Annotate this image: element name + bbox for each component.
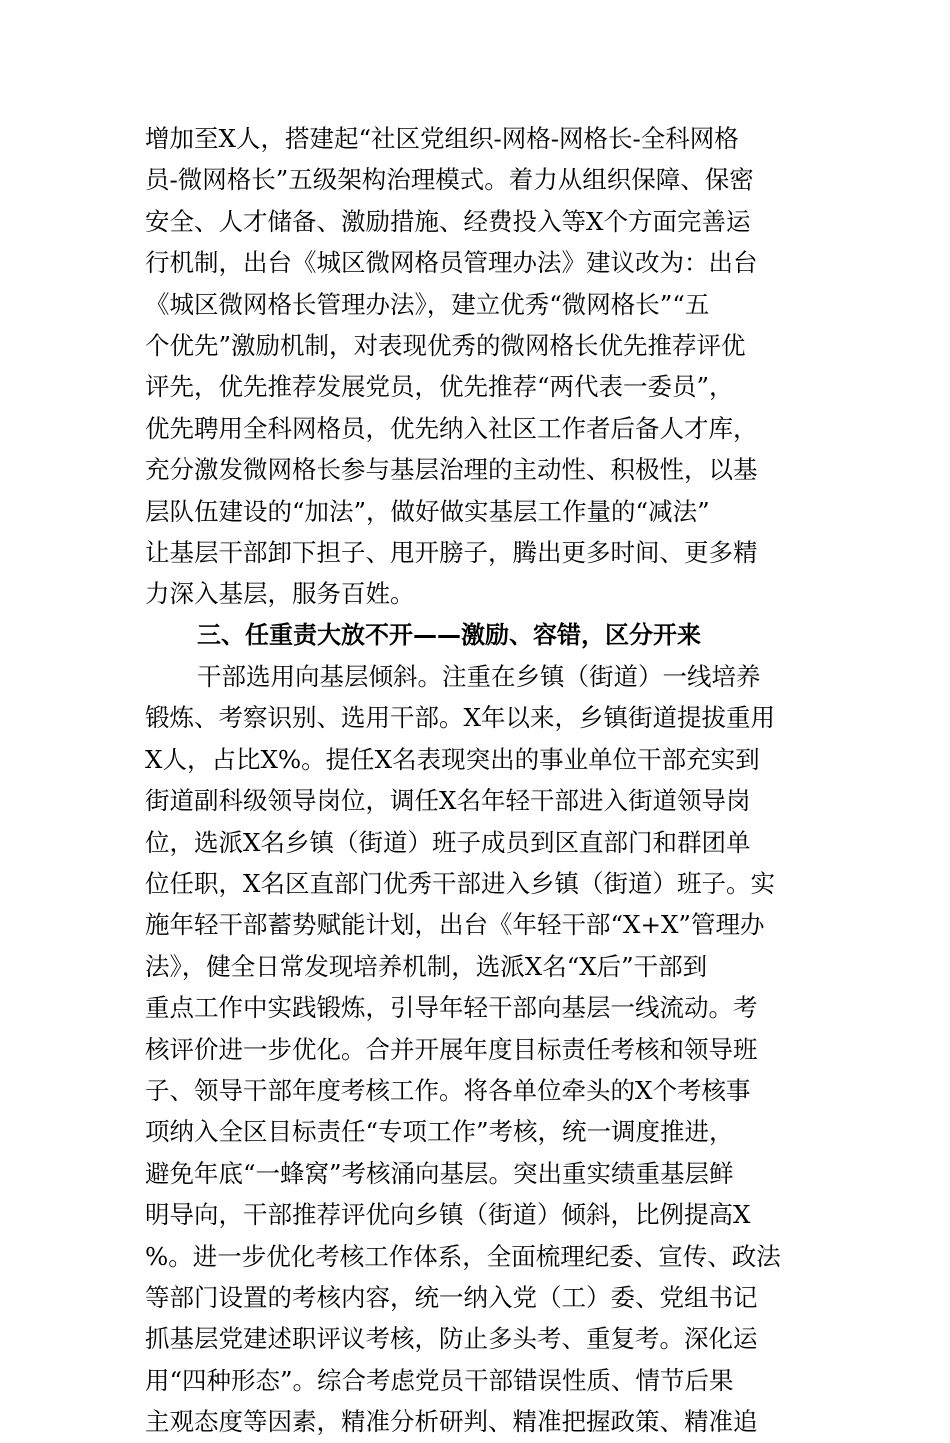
text-line: 评先，优先推荐发展党员，优先推荐“两代表一委员”，: [145, 372, 734, 402]
text-line: 个优先”激励机制，对表现优秀的微网格长优先推荐评优: [145, 330, 746, 360]
text-line: 等部门设置的考核内容，统一纳入党（工）委、党组书记: [145, 1282, 758, 1312]
text-line: X人，占比X%。提任X名表现突出的事业单位干部充实到: [145, 744, 760, 774]
text-line: 明导向，干部推荐评优向乡镇（街道）倾斜，比例提高X: [145, 1200, 751, 1230]
text-line: 让基层干部卸下担子、甩开膀子，腾出更多时间、更多精: [145, 537, 758, 567]
text-line: 充分激发微网格长参与基层治理的主动性、积极性，以基: [145, 455, 758, 485]
text-line: 项纳入全区目标责任“专项工作”考核，统一调度推进，: [145, 1117, 734, 1147]
text-line: 法》，健全日常发现培养机制，选派X名“X后”干部到: [145, 951, 708, 981]
text-line: 增加至X人，搭建起“社区党组织-网格-网格长-全科网格: [145, 124, 739, 153]
paragraph-first-line: 干部选用向基层倾斜。注重在乡镇（街道）一线培养: [197, 662, 761, 692]
text-line: 安全、人才储备、激励措施、经费投入等X个方面完善运: [145, 206, 751, 236]
text-line: 子、领导干部年度考核工作。将各单位牵头的X个考核事: [145, 1075, 751, 1105]
section-heading: 三、任重责大放不开——激励、容错，区分开来: [197, 620, 701, 649]
text-line: 核评价进一步优化。合并开展年度目标责任考核和领导班: [145, 1034, 758, 1064]
text-line: 抓基层党建述职评议考核，防止多头考、重复考。深化运: [145, 1324, 758, 1354]
text-line: %。进一步优化考核工作体系，全面梳理纪委、宣传、政法: [145, 1241, 781, 1271]
text-line: 重点工作中实践锻炼，引导年轻干部向基层一线流动。考: [145, 993, 758, 1023]
text-line: 用“四种形态”。综合考虑党员干部错误性质、情节后果: [145, 1365, 734, 1395]
text-line: 主观态度等因素，精准分析研判、精准把握政策、精准追: [145, 1407, 758, 1437]
text-line: 施年轻干部蓄势赋能计划，出台《年轻干部“X+X”管理办: [145, 910, 765, 940]
text-line: 行机制，出台《城区微网格员管理办法》建议改为：出台: [145, 248, 758, 278]
text-line: 员-微网格长”五级架构治理模式。着力从组织保障、保密: [145, 165, 754, 195]
text-line: 优先聘用全科网格员，优先纳入社区工作者后备人才库，: [145, 413, 758, 443]
text-line: 《城区微网格长管理办法》，建立优秀“微网格长”“五: [145, 289, 710, 319]
text-line: 力深入基层，服务百姓。: [145, 579, 415, 609]
text-line: 避免年底“一蜂窝”考核涌向基层。突出重实绩重基层鲜: [145, 1158, 734, 1188]
text-line: 位，选派X名乡镇（街道）班子成员到区直部门和群团单: [145, 827, 751, 857]
text-line: 锻炼、考察识别、选用干部。X年以来，乡镇街道提拔重用: [145, 703, 775, 733]
text-line: 层队伍建设的“加法”，做好做实基层工作量的“减法”: [145, 496, 710, 526]
text-line: 位任职，X名区直部门优秀干部进入乡镇（街道）班子。实: [145, 869, 775, 899]
text-line: 街道副科级领导岗位，调任X名年轻干部进入街道领导岗: [145, 786, 751, 816]
document-body: [145, 118, 810, 1443]
